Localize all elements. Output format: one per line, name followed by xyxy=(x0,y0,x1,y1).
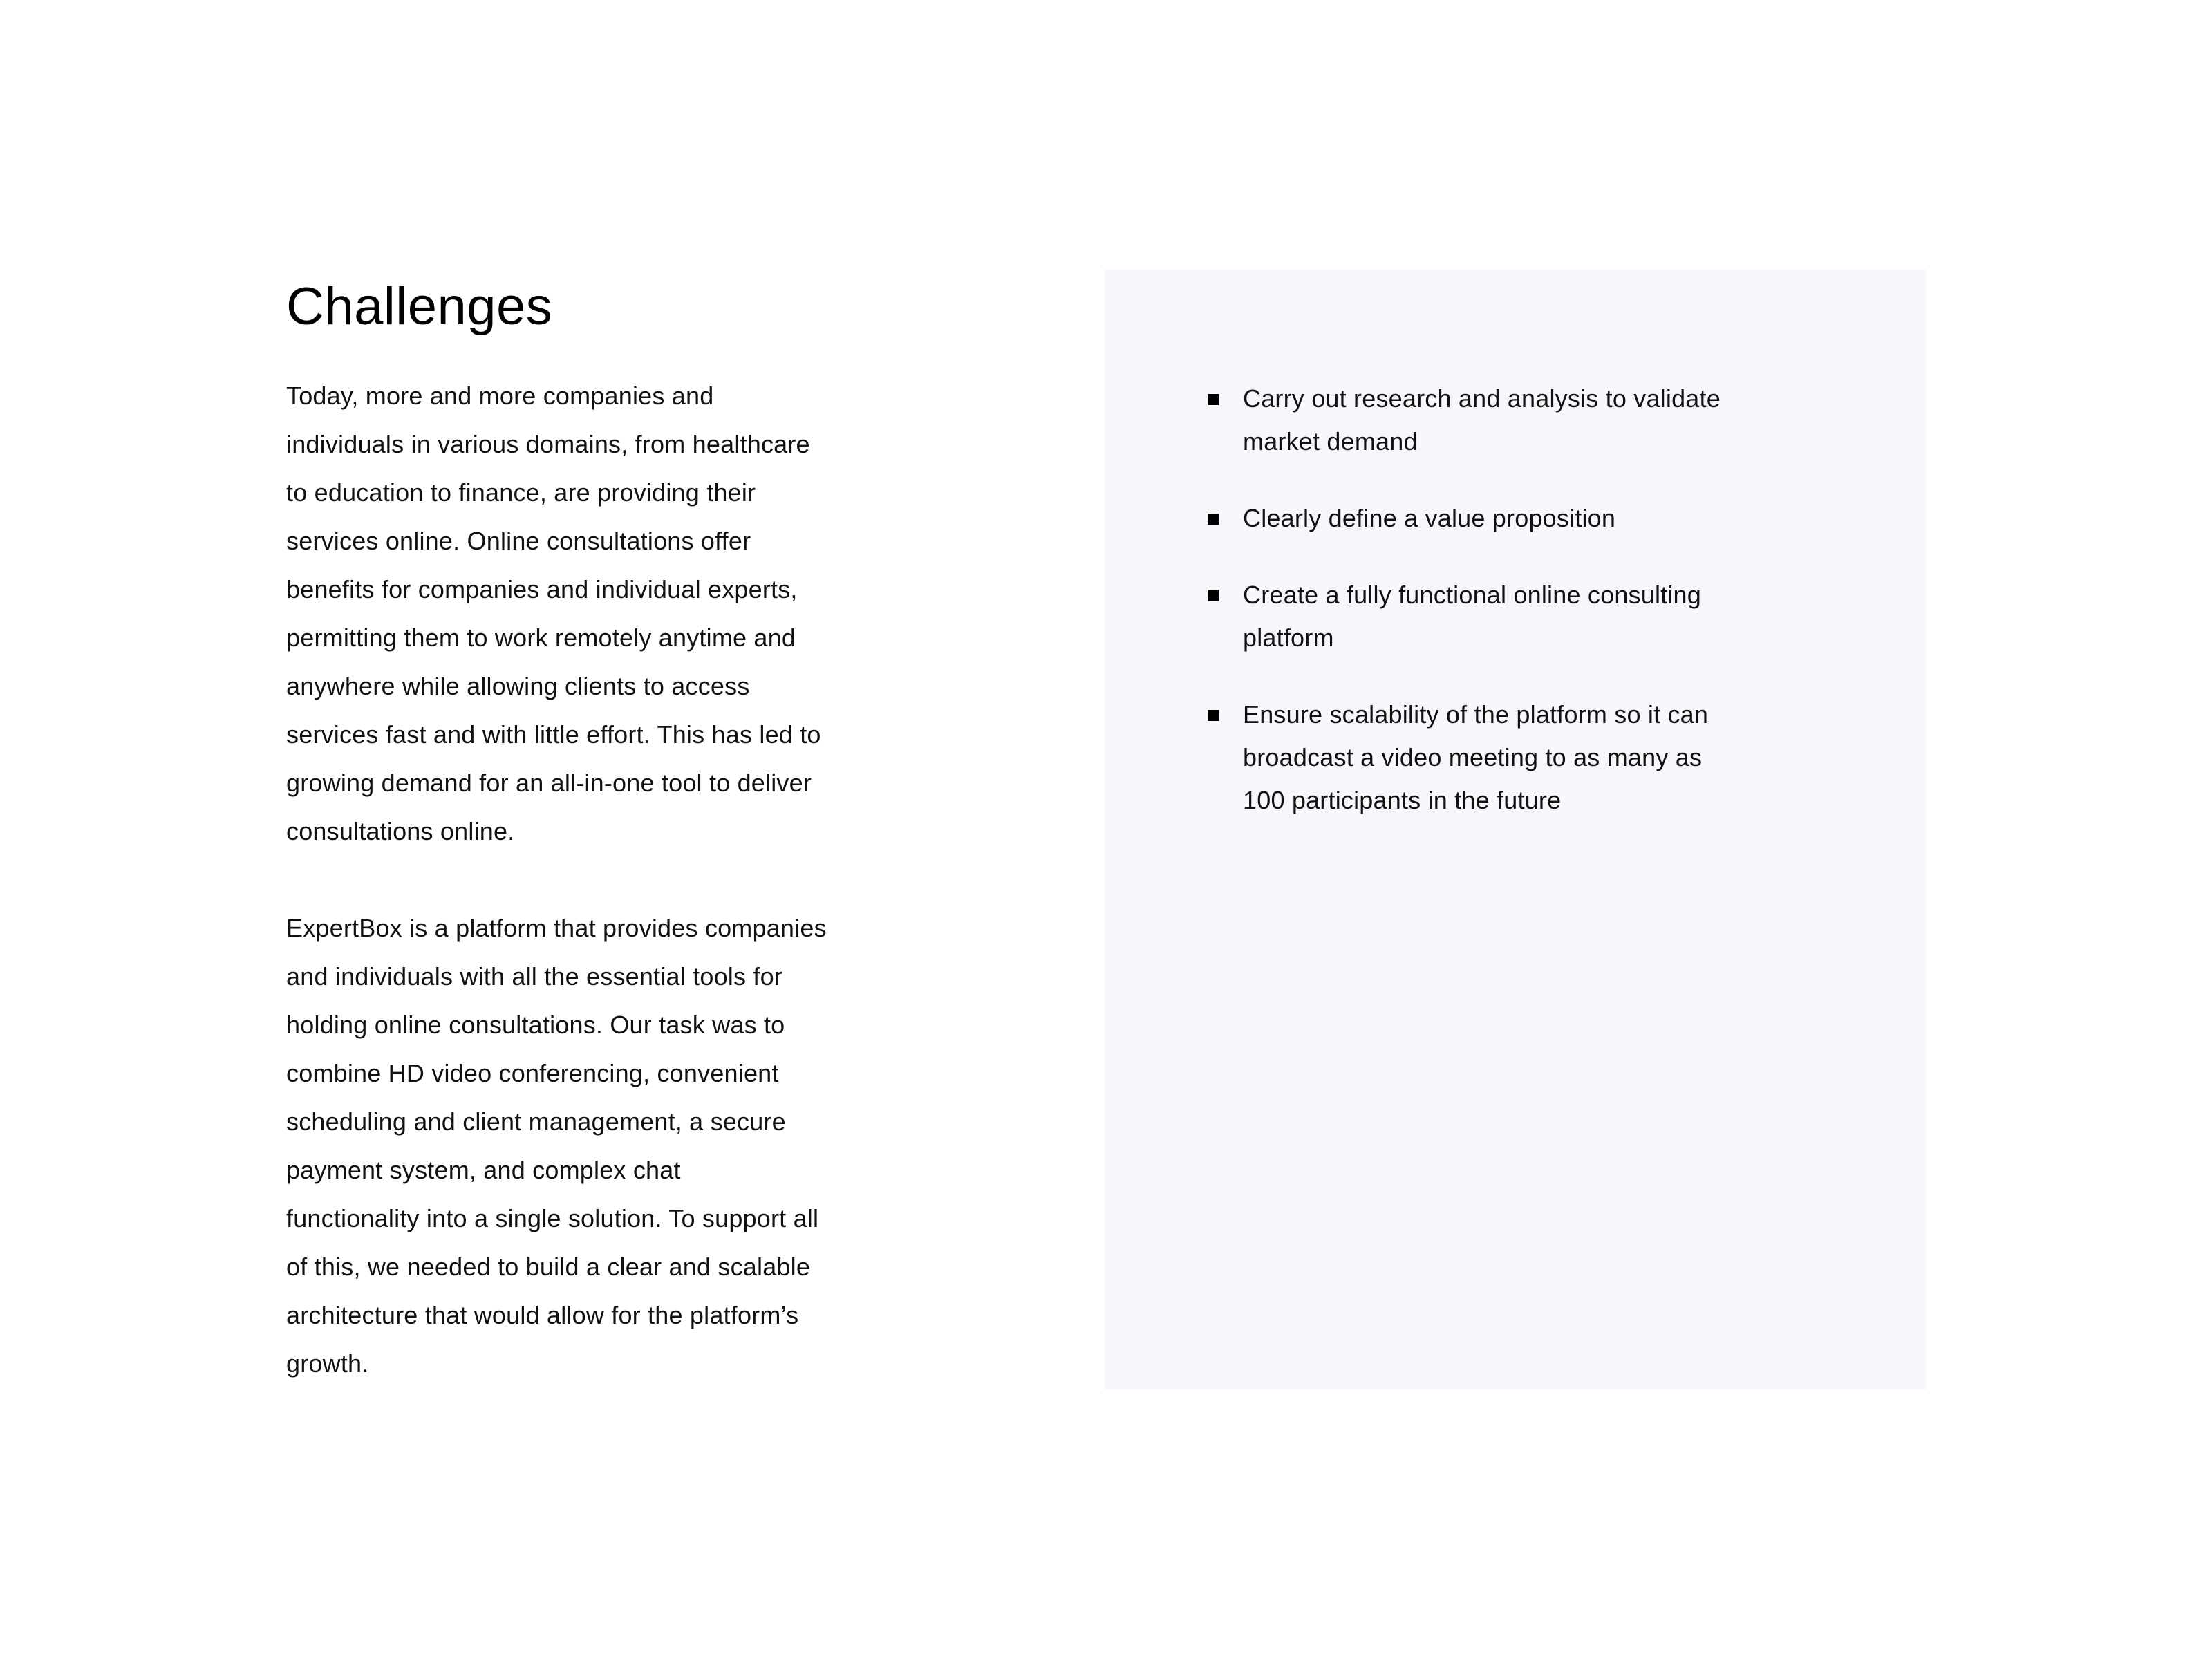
paragraph-line: architecture that would allow for the platform’s xyxy=(286,1301,799,1329)
list-item-line: 100 participants in the future xyxy=(1243,786,1562,814)
list-item xyxy=(1208,574,1721,659)
paragraph-line: services online. Online consultations offer xyxy=(286,527,751,555)
list-item-line: Clearly define a value proposition xyxy=(1243,504,1616,532)
section-heading: Challenges xyxy=(286,277,553,336)
paragraph-line: and individuals with all the essential tools for xyxy=(286,962,782,991)
square-bullet-icon xyxy=(1208,394,1219,405)
square-bullet-icon xyxy=(1208,710,1219,721)
square-bullet-icon xyxy=(1208,514,1219,525)
paragraph-line: benefits for companies and individual experts, xyxy=(286,575,798,603)
paragraph-line: Today, more and more companies and xyxy=(286,382,714,410)
list-item xyxy=(1208,377,1721,463)
list-item-line: Ensure scalability of the platform so it can xyxy=(1243,700,1709,729)
goals-panel xyxy=(1105,270,1926,1389)
paragraph-line: anywhere while allowing clients to access xyxy=(286,672,750,700)
intro-paragraph xyxy=(286,372,922,856)
paragraph-line: holding online consultations. Our task was to xyxy=(286,1011,785,1039)
paragraph-line: ExpertBox is a platform that provides companies xyxy=(286,914,827,942)
paragraph-line: to education to finance, are providing their xyxy=(286,478,756,507)
paragraph-line: growing demand for an all-in-one tool to deliver xyxy=(286,769,812,797)
goals-list xyxy=(1208,377,1721,856)
list-item xyxy=(1208,497,1721,540)
challenges-section xyxy=(286,270,922,1388)
list-item-line: Create a fully functional online consulting xyxy=(1243,581,1701,609)
paragraph-line: growth. xyxy=(286,1349,369,1378)
paragraph-line: payment system, and complex chat xyxy=(286,1156,681,1184)
list-item xyxy=(1208,693,1721,822)
paragraph-line: permitting them to work remotely anytime and xyxy=(286,624,796,652)
expertbox-paragraph xyxy=(286,904,922,1388)
list-item-line: platform xyxy=(1243,624,1334,652)
paragraph-line: services fast and with little effort. This has led to xyxy=(286,720,821,749)
square-bullet-icon xyxy=(1208,590,1219,601)
paragraph-line: consultations online. xyxy=(286,817,515,845)
paragraph-line: of this, we needed to build a clear and scalable xyxy=(286,1253,811,1281)
paragraph-line: individuals in various domains, from healthcare xyxy=(286,430,810,458)
paragraph-line: scheduling and client management, a secure xyxy=(286,1107,786,1136)
list-item-line: Carry out research and analysis to validate xyxy=(1243,384,1721,413)
paragraph-line: functionality into a single solution. To support all xyxy=(286,1204,819,1232)
list-item-line: broadcast a video meeting to as many as xyxy=(1243,743,1703,771)
paragraph-line: combine HD video conferencing, convenient xyxy=(286,1059,779,1087)
list-item-line: market demand xyxy=(1243,427,1418,456)
